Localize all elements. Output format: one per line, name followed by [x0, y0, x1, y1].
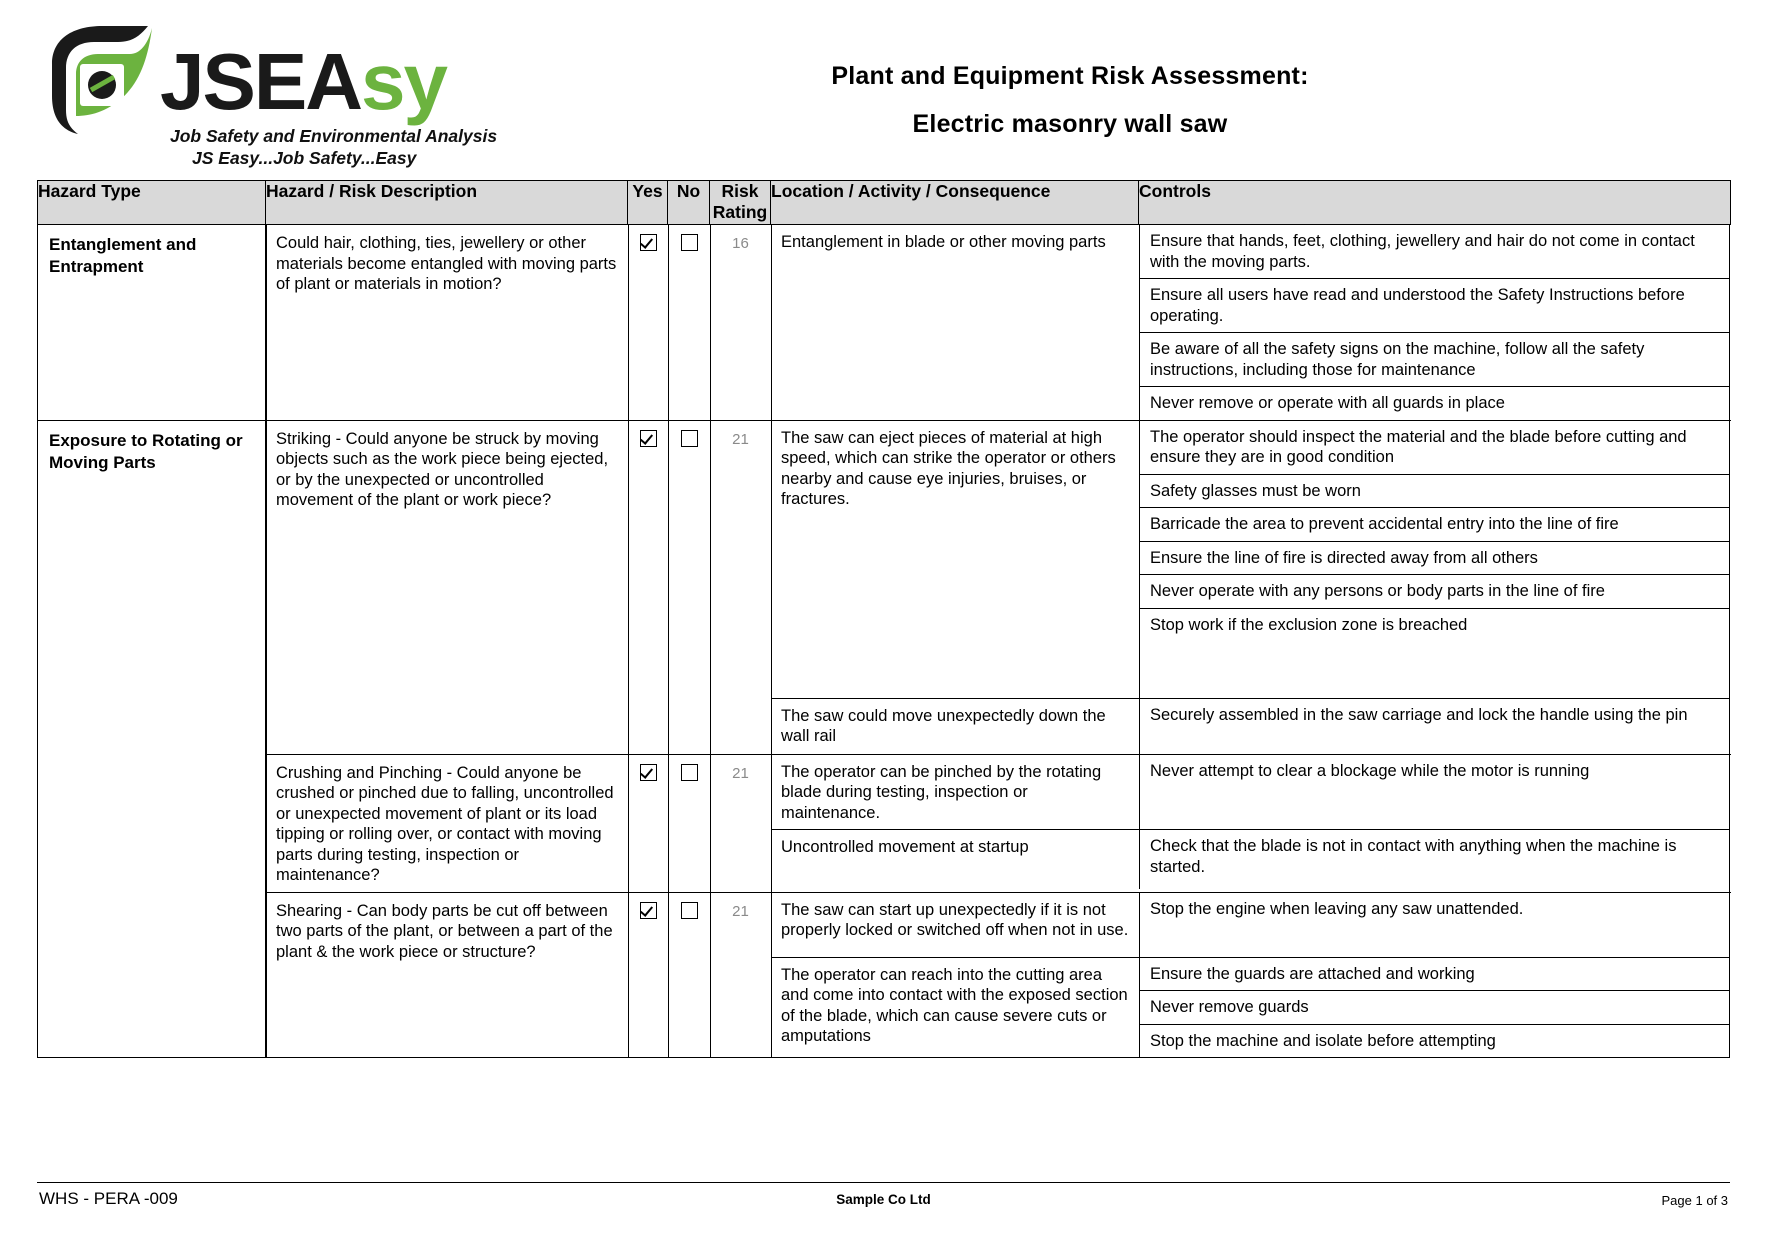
hazard-description: Crushing and Pinching - Could anyone be crushed or pinched due to falling, uncontrolled or unexpected movement of plant or its load tipping or rolling over, or contact with moving parts during testing, inspection or maintenance?: [266, 755, 628, 892]
hazard-type-label: Exposure to Rotating or Moving Parts: [38, 421, 266, 1058]
col-header-hazard-type: Hazard Type: [38, 181, 266, 225]
location-activity-consequence: The saw could move unexpectedly down the wall rail: [772, 699, 1140, 754]
hazard-type-label: Entanglement and Entrapment: [38, 225, 266, 420]
hazard-description: Could hair, clothing, ties, jewellery or other materials become entangled with moving parts of plant or materials in motion?: [266, 225, 628, 420]
control-item: Ensure the guards are attached and working: [1150, 964, 1475, 983]
hazard-question-group: [266, 421, 1731, 754]
hazard-section: [38, 420, 1731, 1058]
control-item: Never operate with any persons or body parts in the line of fire: [1140, 574, 1730, 608]
control-item: Never remove or operate with all guards in place: [1140, 386, 1730, 420]
wordmark-jsea: JSEA: [160, 37, 361, 126]
controls-filler: [1140, 883, 1730, 889]
controls-filler: [1140, 925, 1730, 957]
hazard-question-group: [266, 225, 1731, 420]
yes-checkbox[interactable]: [640, 234, 657, 251]
footer-company-name: Sample Co Ltd: [836, 1192, 931, 1207]
page-title: [520, 52, 1620, 148]
consequence-row: [772, 698, 1730, 754]
col-header-risk-rating: Risk Rating: [710, 181, 771, 225]
title-line-2: Electric masonry wall saw: [912, 110, 1228, 138]
no-cell[interactable]: [668, 893, 710, 1058]
location-activity-consequence: The saw can start up unexpectedly if it is not properly locked or switched off when not in use.: [772, 893, 1140, 957]
control-item: Ensure that hands, feet, clothing, jewellery and hair do not come in contact with the moving parts.: [1150, 232, 1695, 271]
controls-list: [1140, 958, 1730, 1058]
title-line-1: Plant and Equipment Risk Assessment:: [831, 62, 1309, 90]
control-item: Stop the machine and isolate before attempting: [1140, 1024, 1730, 1058]
control-item: Never remove guards: [1140, 990, 1730, 1024]
yes-cell[interactable]: [628, 225, 668, 420]
risk-rating-value: 21: [710, 421, 771, 754]
table-header: [37, 180, 1731, 225]
control-item: Stop work if the exclusion zone is breached: [1140, 608, 1730, 642]
control-item: Never attempt to clear a blockage while the motor is running: [1150, 761, 1590, 780]
hazard-description: Striking - Could anyone be struck by moving objects such as the work piece being ejected, or by the unexpected or uncontrolled movement of the plant or work piece?: [266, 421, 628, 754]
control-item: Check that the blade is not in contact with anything when the machine is started.: [1150, 837, 1677, 876]
control-item: Securely assembled in the saw carriage and lock the handle using the pin: [1150, 705, 1688, 724]
consequence-row: [772, 957, 1730, 1058]
wordmark-sy: sy: [360, 37, 446, 126]
col-header-controls: Controls: [1139, 181, 1731, 225]
col-header-yes: Yes: [628, 181, 668, 225]
location-activity-consequence: The saw can eject pieces of material at high speed, which can strike the operator or others nearby and cause eye injuries, bruises, or fractures.: [772, 421, 1140, 698]
controls-filler: [1140, 787, 1730, 829]
no-cell[interactable]: [668, 755, 710, 892]
control-item: Barricade the area to prevent accidental entry into the line of fire: [1140, 507, 1730, 541]
consequence-row: [772, 225, 1730, 420]
control-item: Ensure the line of fire is directed away from all others: [1140, 541, 1730, 575]
control-item: Safety glasses must be worn: [1140, 474, 1730, 508]
location-activity-consequence: The operator can reach into the cutting area and come into contact with the exposed section of the blade, which can cause severe cuts or amputations: [772, 958, 1140, 1058]
location-activity-consequence: Entanglement in blade or other moving parts: [772, 225, 1140, 420]
footer-document-ref: WHS - PERA -009: [39, 1189, 178, 1208]
table-body: [37, 225, 1730, 1058]
hazard-question-group: [266, 754, 1731, 892]
yes-cell[interactable]: [628, 893, 668, 1058]
control-item: Ensure all users have read and understood the Safety Instructions before operating.: [1140, 278, 1730, 332]
logo-tagline-primary: Job Safety and Environmental Analysis: [170, 126, 498, 146]
hazard-description: Shearing - Can body parts be cut off between two parts of the plant, or between a part of the plant & the work piece or structure?: [266, 893, 628, 1058]
location-activity-consequence: Uncontrolled movement at startup: [772, 830, 1140, 889]
table-header-row: [38, 181, 1731, 225]
controls-list: [1140, 225, 1730, 420]
controls-list: [1140, 830, 1730, 889]
col-header-no: No: [668, 181, 710, 225]
document-header: [0, 0, 1766, 168]
no-checkbox[interactable]: [681, 902, 698, 919]
jseasy-logo-mark: [44, 24, 162, 136]
no-checkbox[interactable]: [681, 234, 698, 251]
control-item: Be aware of all the safety signs on the machine, follow all the safety instructions, including those for maintenance: [1140, 332, 1730, 386]
no-cell[interactable]: [668, 225, 710, 420]
yes-checkbox[interactable]: [640, 764, 657, 781]
footer-page-number: Page 1 of 3: [1661, 1193, 1728, 1208]
yes-cell[interactable]: [628, 421, 668, 754]
risk-rating-value: 21: [710, 893, 771, 1058]
col-header-description: Hazard / Risk Description: [266, 181, 628, 225]
controls-list: [1140, 755, 1730, 830]
controls-list: [1140, 699, 1730, 754]
no-cell[interactable]: [668, 421, 710, 754]
location-activity-consequence: The operator can be pinched by the rotating blade during testing, inspection or maintenance.: [772, 755, 1140, 830]
logo-tagline-secondary: JS Easy...Job Safety...Easy: [192, 148, 417, 168]
consequence-row: [772, 421, 1730, 698]
col-header-location: Location / Activity / Consequence: [771, 181, 1139, 225]
consequence-row: [772, 829, 1730, 889]
no-checkbox[interactable]: [681, 764, 698, 781]
controls-filler: [1140, 731, 1730, 754]
hazard-question-group: [266, 892, 1731, 1058]
risk-rating-value: 16: [710, 225, 771, 420]
no-checkbox[interactable]: [681, 430, 698, 447]
consequence-row: [772, 755, 1730, 830]
yes-checkbox[interactable]: [640, 430, 657, 447]
consequence-row: [772, 893, 1730, 957]
yes-cell[interactable]: [628, 755, 668, 892]
control-item: Stop the engine when leaving any saw unattended.: [1150, 899, 1524, 918]
control-item: The operator should inspect the material and the blade before cutting and ensure they are in good condition: [1150, 427, 1687, 466]
risk-rating-value: 21: [710, 755, 771, 892]
hazard-section: [38, 225, 1731, 420]
risk-assessment-table: [37, 180, 1730, 1058]
controls-filler: [1140, 641, 1730, 698]
document-footer: [37, 1182, 1730, 1216]
controls-list: [1140, 893, 1730, 957]
jseasy-logo: [42, 22, 498, 168]
footer-divider: [37, 1182, 1730, 1183]
yes-checkbox[interactable]: [640, 902, 657, 919]
controls-list: [1140, 421, 1730, 698]
jseasy-wordmark: [160, 38, 446, 126]
